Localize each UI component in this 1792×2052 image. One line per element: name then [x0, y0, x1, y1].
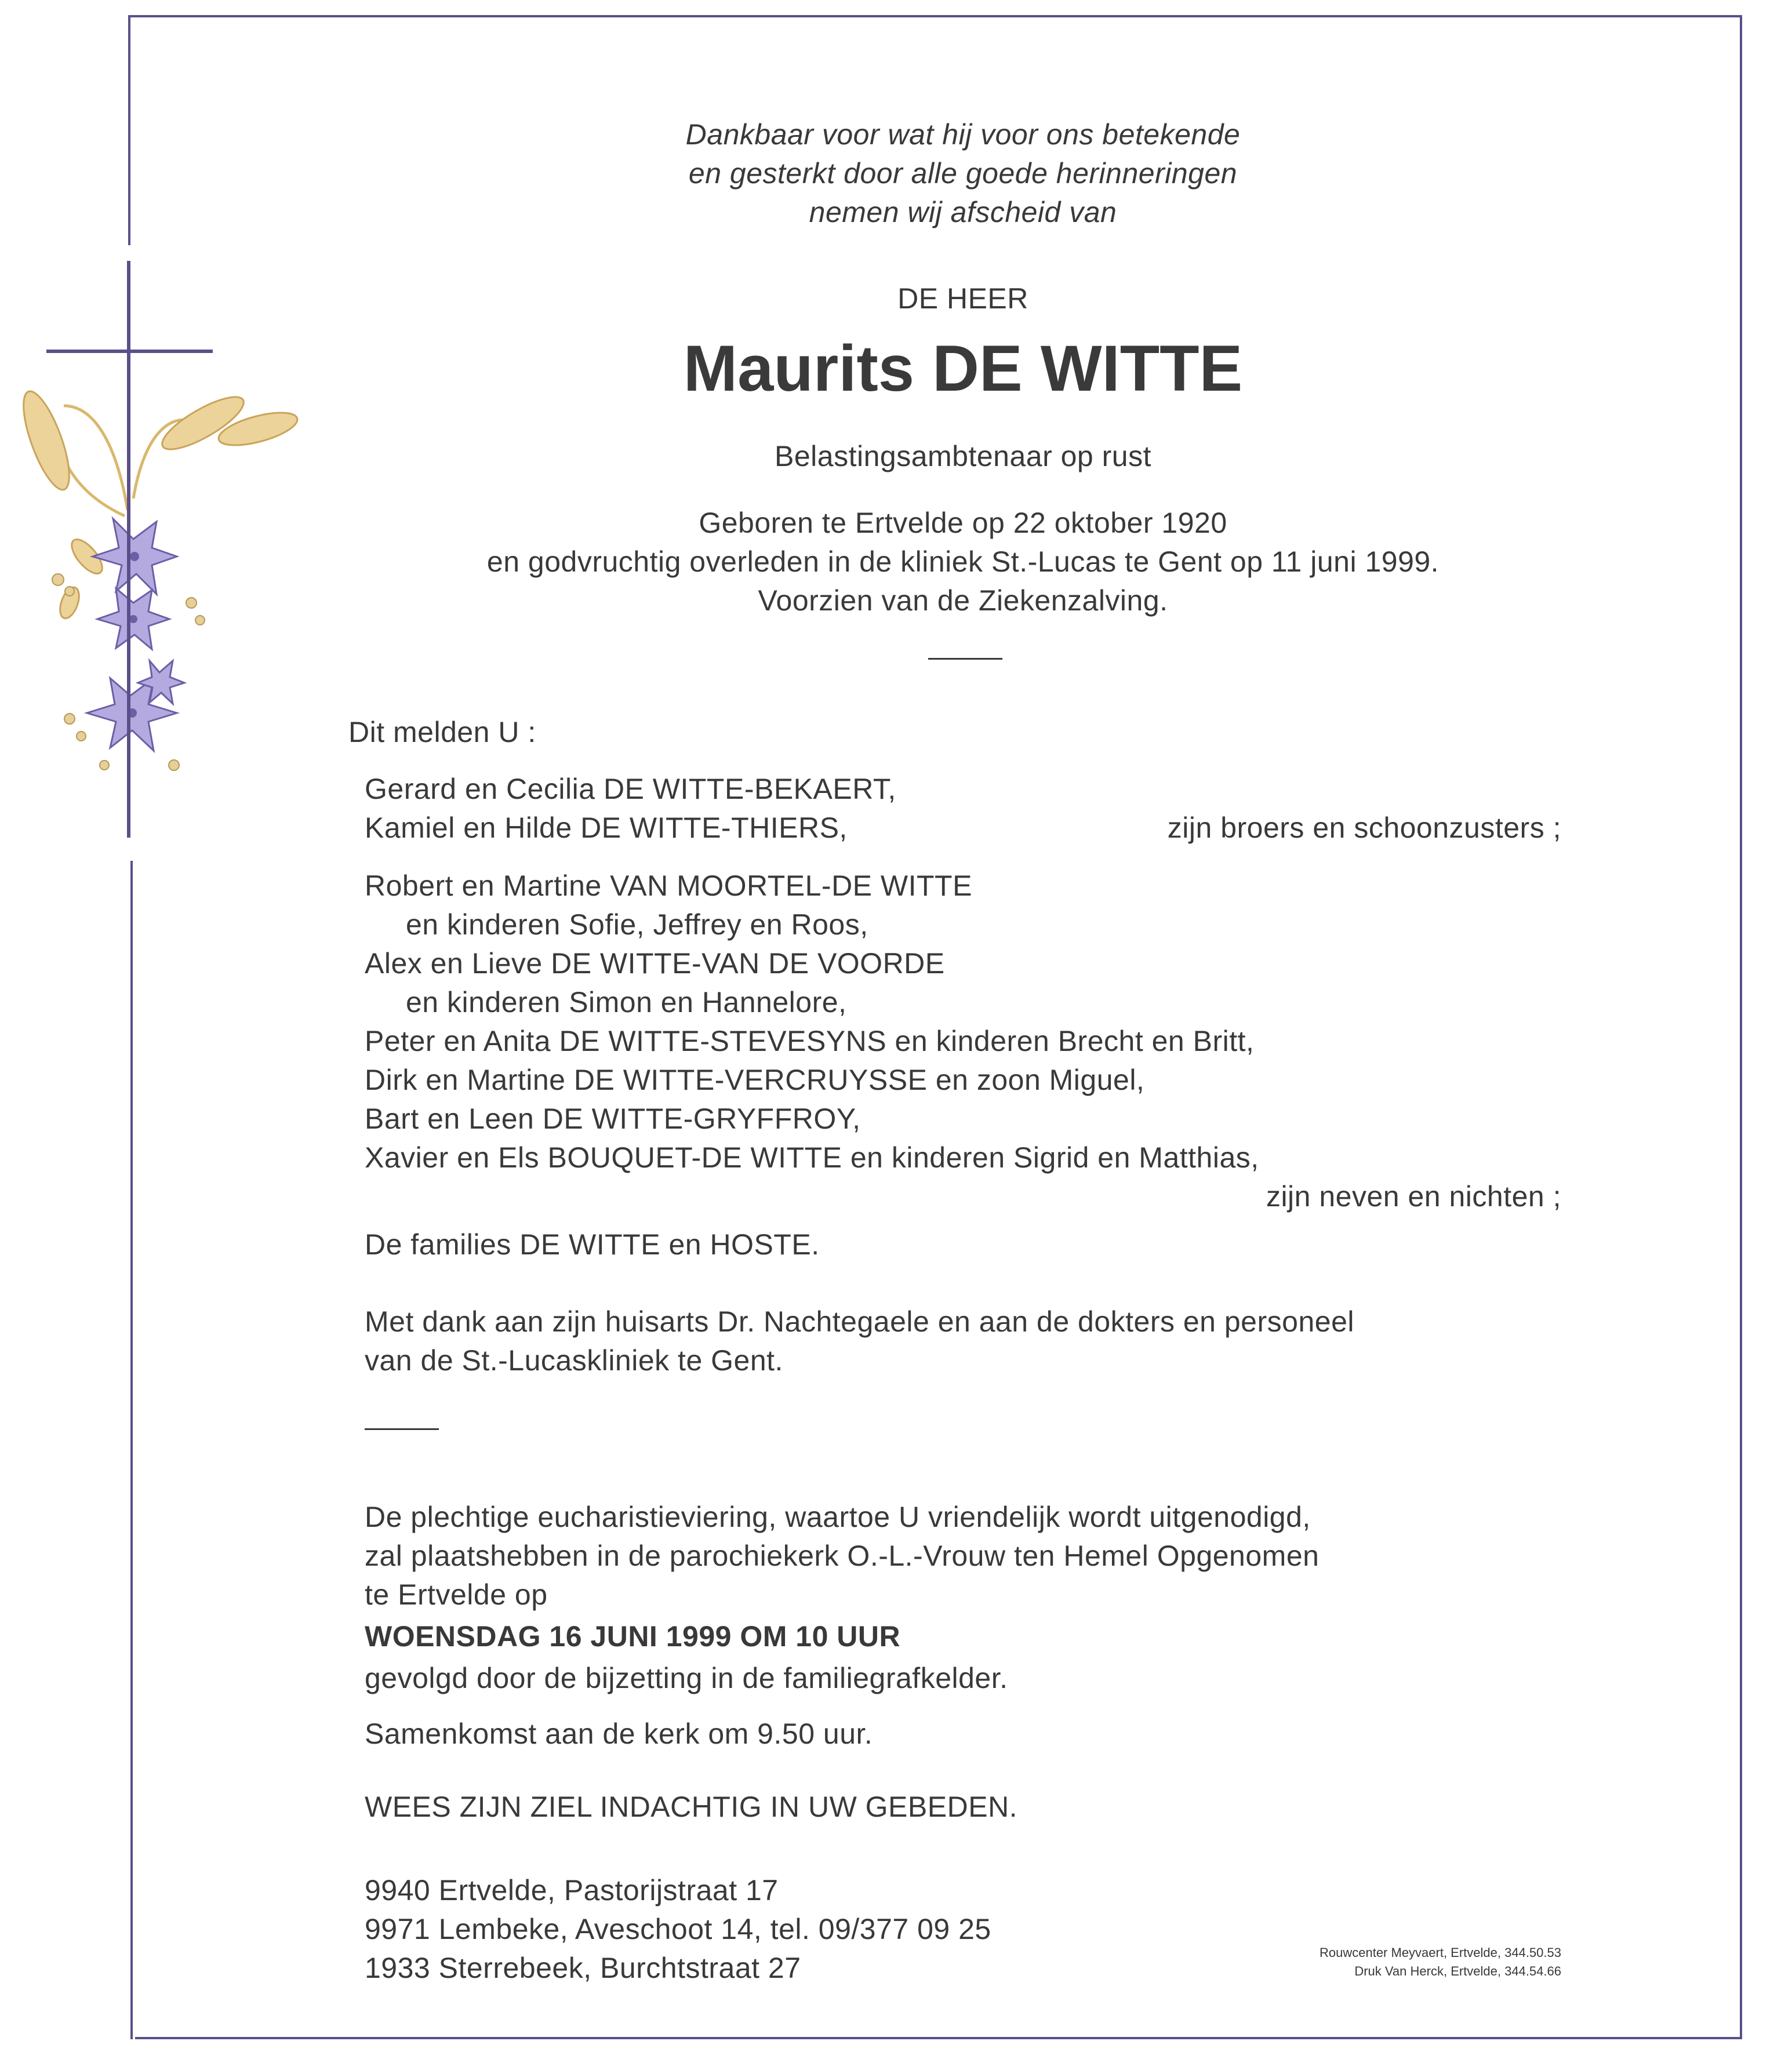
relative-line: en kinderen Sofie, Jeffrey en Roos,: [406, 908, 868, 941]
relative-line: Robert en Martine VAN MOORTEL-DE WITTE: [365, 869, 972, 902]
address-line: 9940 Ertvelde, Pastorijstraat 17: [365, 1874, 779, 1907]
frame-left-border-upper: [128, 15, 130, 245]
sibling-line-2: Kamiel en Hilde DE WITTE-THIERS,: [365, 812, 848, 844]
frame-bottom-border: [135, 2037, 1742, 2039]
intro-line-3: nemen wij afscheid van: [809, 196, 1117, 228]
ceremony-line-1: De plechtige eucharistieviering, waartoe U vriendelijk wordt uitgenodigd,: [365, 1501, 1311, 1533]
ceremony-line-2: zal plaatshebben in de parochiekerk O.-L.-Vrouw ten Hemel Opgenomen: [365, 1540, 1320, 1572]
relative-line: Peter en Anita DE WITTE-STEVESYNS en kinderen Brecht en Britt,: [365, 1025, 1255, 1057]
frame-left-border-lower: [130, 861, 133, 2039]
separator-rule: [928, 658, 1002, 660]
separator-rule-2: [365, 1428, 439, 1430]
relative-line: en kinderen Simon en Hannelore,: [406, 986, 847, 1018]
credit-line: Druk Van Herck, Ertvelde, 344.54.66: [1354, 1964, 1561, 1978]
honorific-title: DE HEER: [897, 282, 1028, 315]
announce-line: Dit melden U :: [348, 716, 536, 748]
gathering-line: Samenkomst aan de kerk om 9.50 uur.: [365, 1718, 873, 1750]
occupation: Belastingsambtenaar op rust: [775, 440, 1151, 472]
relative-line: Dirk en Martine DE WITTE-VERCRUYSSE en zoon Miguel,: [365, 1064, 1145, 1096]
ceremony-date: WOENSDAG 16 JUNI 1999 OM 10 UUR: [365, 1620, 901, 1653]
ceremony-line-4: gevolgd door de bijzetting in de familiegrafkelder.: [365, 1662, 1008, 1694]
intro-line-2: en gesterkt door alle goede herinneringen: [688, 157, 1238, 190]
deceased-name: Maurits DE WITTE: [683, 332, 1243, 405]
birth-line: Geboren te Ertvelde op 22 oktober 1920: [699, 507, 1227, 539]
relative-line: Bart en Leen DE WITTE-GRYFFROY,: [365, 1103, 861, 1135]
thanks-line-2: van de St.-Lucaskliniek te Gent.: [365, 1344, 783, 1377]
address-line: 1933 Sterrebeek, Burchtstraat 27: [365, 1952, 801, 1984]
address-line: 9971 Lembeke, Aveschoot 14, tel. 09/377 09 25: [365, 1913, 991, 1945]
credit-line: Rouwcenter Meyvaert, Ertvelde, 344.50.53: [1319, 1945, 1561, 1960]
intro-line-1: Dankbaar voor wat hij voor ons betekende: [685, 118, 1241, 151]
relative-line: Xavier en Els BOUQUET-DE WITTE en kinderen Sigrid en Matthias,: [365, 1141, 1259, 1174]
sacrament-line: Voorzien van de Ziekenzalving.: [758, 584, 1168, 617]
frame-right-border: [1740, 15, 1742, 2039]
frame-top-border: [129, 15, 1742, 17]
relative-line: Alex en Lieve DE WITTE-VAN DE VOORDE: [365, 947, 945, 980]
families-line: De families DE WITTE en HOSTE.: [365, 1228, 820, 1261]
sibling-relation: zijn broers en schoonzusters ;: [1167, 812, 1561, 844]
ceremony-line-3: te Ertvelde op: [365, 1578, 548, 1611]
prayer-line: WEES ZIJN ZIEL INDACHTIG IN UW GEBEDEN.: [365, 1791, 1018, 1823]
relatives-relation: zijn neven en nichten ;: [1266, 1180, 1561, 1213]
cross-with-flowers-icon: [0, 255, 325, 846]
sibling-line-1: Gerard en Cecilia DE WITTE-BEKAERT,: [365, 773, 896, 805]
thanks-line-1: Met dank aan zijn huisarts Dr. Nachtegaele en aan de dokters en personeel: [365, 1305, 1354, 1338]
death-line: en godvruchtig overleden in de kliniek St.-Lucas te Gent op 11 juni 1999.: [486, 545, 1440, 578]
